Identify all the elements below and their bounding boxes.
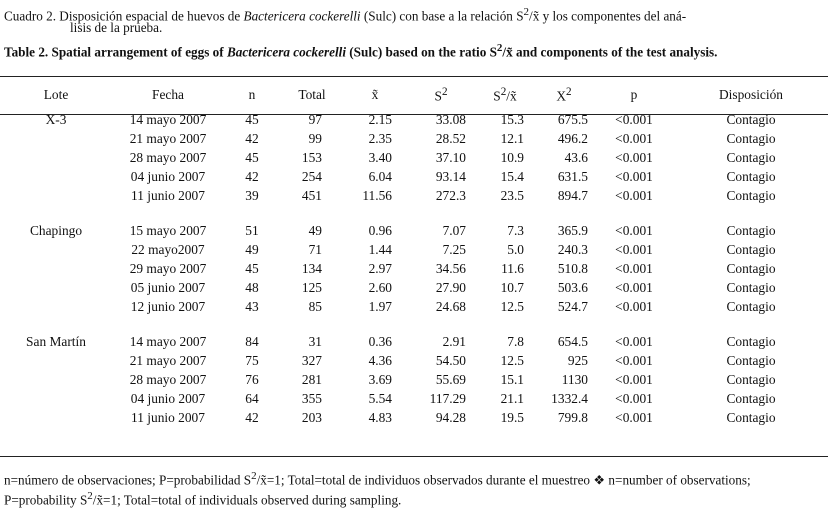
- table-cell: 45: [245, 112, 259, 127]
- table-cell: 2.35: [368, 131, 392, 146]
- table-cell: 14 mayo 2007: [129, 112, 207, 127]
- table-cell: 327: [301, 353, 322, 368]
- table-cell: 631.5: [557, 169, 588, 184]
- table-cell: <0.001: [615, 188, 653, 203]
- table-cell: 203: [301, 410, 322, 425]
- table-cell: <0.001: [615, 150, 653, 165]
- col-mean: x̃: [371, 87, 379, 102]
- table-cell: 12.5: [500, 353, 524, 368]
- table-cell: 240.3: [557, 242, 588, 257]
- table-cell: 28 mayo 2007: [129, 372, 207, 387]
- table-cell: 42: [245, 410, 259, 425]
- col-variance: $S^2$: [434, 85, 448, 104]
- table-cell: 11 junio 2007: [131, 410, 205, 425]
- table-cell: 49: [308, 223, 322, 238]
- table-cell: 21 mayo 2007: [129, 353, 207, 368]
- table-cell: 2.97: [368, 261, 392, 276]
- table-cell: 28 mayo 2007: [129, 150, 207, 165]
- table-row: [0, 278, 828, 297]
- footnote: n=número de observaciones; P=probabilidad $S^2/x̃=1$; Total=total de individuos observados durante el muestreo ❖ n=number of observations; P=probability $S^2/x̃=1$; Total=total of individuals observed during sampling.: [4, 470, 751, 508]
- table-bottom-rule: [0, 456, 828, 457]
- table-row: [0, 110, 828, 129]
- table-cell: Contagio: [726, 372, 776, 387]
- table-cell: 37.10: [435, 150, 466, 165]
- table-cell: 19.5: [500, 410, 524, 425]
- table-cell: 365.9: [557, 223, 588, 238]
- table-cell: 34.56: [435, 261, 466, 276]
- table-cell: 0.36: [368, 334, 392, 349]
- table-cell: 39: [245, 188, 259, 203]
- table-cell: <0.001: [615, 334, 653, 349]
- table-cell: Contagio: [726, 261, 776, 276]
- table-cell: 24.68: [435, 299, 466, 314]
- table-row: [0, 213, 828, 240]
- table-cell: Contagio: [726, 112, 776, 127]
- table-cell: Contagio: [726, 242, 776, 257]
- table-cell: <0.001: [615, 280, 653, 295]
- table-cell: 510.8: [557, 261, 588, 276]
- table-cell: 12.1: [500, 131, 524, 146]
- lote-cell: [0, 408, 112, 427]
- table-cell: 64: [245, 391, 259, 406]
- lote-cell: [0, 370, 112, 389]
- table-cell: 355: [301, 391, 322, 406]
- species-name: Bactericera cockerelli: [243, 8, 361, 24]
- table-cell: 125: [301, 280, 322, 295]
- table-row: [0, 148, 828, 167]
- lote-cell: [0, 389, 112, 408]
- table-row: [0, 167, 828, 186]
- table-cell: <0.001: [615, 391, 653, 406]
- table-cell: 21 mayo 2007: [129, 131, 207, 146]
- table-cell: <0.001: [615, 353, 653, 368]
- table-cell: 281: [301, 372, 322, 387]
- col-total: Total: [298, 87, 326, 102]
- caption-es-line2: lisis de la prueba.: [70, 20, 163, 35]
- table-cell: 48: [245, 280, 259, 295]
- table-cell: 7.07: [442, 223, 466, 238]
- table-cell: 10.7: [500, 280, 524, 295]
- lote-cell: [0, 278, 112, 297]
- table-body: [0, 110, 828, 427]
- table-cell: 51: [245, 223, 259, 238]
- lote-cell: X-3: [45, 112, 67, 127]
- table-cell: 4.83: [368, 410, 392, 425]
- header-row: [0, 80, 828, 110]
- table-cell: 1.97: [368, 299, 392, 314]
- table-cell: 15.4: [500, 169, 524, 184]
- table-cell: 42: [245, 169, 259, 184]
- table-cell: 43: [245, 299, 259, 314]
- table-cell: 05 junio 2007: [130, 280, 206, 295]
- table-cell: 45: [245, 150, 259, 165]
- table-cell: 15 mayo 2007: [129, 223, 207, 238]
- table-cell: Contagio: [726, 391, 776, 406]
- table-cell: <0.001: [615, 372, 653, 387]
- table-cell: 0.96: [368, 223, 392, 238]
- table-cell: 1.44: [368, 242, 392, 257]
- table-cell: Contagio: [726, 353, 776, 368]
- col-disposicion: Disposición: [719, 87, 783, 102]
- table-row: [0, 351, 828, 370]
- table-cell: 1130: [561, 372, 588, 387]
- table-cell: 45: [245, 261, 259, 276]
- table-cell: 93.14: [435, 169, 466, 184]
- table-cell: <0.001: [615, 242, 653, 257]
- table-cell: 76: [245, 372, 259, 387]
- lote-cell: [0, 259, 112, 278]
- lote-cell: [0, 129, 112, 148]
- table-cell: 3.40: [368, 150, 392, 165]
- col-n: n: [248, 87, 256, 102]
- table-row: [0, 129, 828, 148]
- table-cell: 6.04: [368, 169, 392, 184]
- table-cell: 11 junio 2007: [131, 188, 205, 203]
- table-cell: 21.1: [500, 391, 524, 406]
- table-cell: 153: [301, 150, 322, 165]
- table-cell: 23.5: [500, 188, 524, 203]
- lote-cell: [0, 240, 112, 259]
- table-cell: 22 mayo2007: [131, 242, 205, 257]
- caption-en: Table 2. Spatial arrangement of eggs of Bactericera cockerelli (Sulc) based on the ratio $S^2/x̃$ and components of the test analysis.: [4, 42, 718, 60]
- table-cell: 7.25: [442, 242, 466, 257]
- table-cell: 14 mayo 2007: [129, 334, 207, 349]
- table-cell: 29 mayo 2007: [129, 261, 207, 276]
- col-ratio: $S^2/x̃$: [493, 85, 517, 104]
- table-row: [0, 186, 828, 213]
- col-chi: $X^2$: [556, 85, 572, 104]
- table-cell: 85: [308, 299, 322, 314]
- table-cell: 94.28: [435, 410, 466, 425]
- table-cell: 15.1: [500, 372, 524, 387]
- table-row: [0, 297, 828, 324]
- table-cell: 524.7: [557, 299, 588, 314]
- table-row: [0, 240, 828, 259]
- table-cell: 75: [245, 353, 259, 368]
- table-cell: 04 junio 2007: [130, 169, 206, 184]
- table-cell: 925: [567, 353, 588, 368]
- table-cell: Contagio: [726, 299, 776, 314]
- species-name-en: Bactericera cockerelli: [226, 44, 346, 60]
- table-cell: 5.54: [368, 391, 392, 406]
- table-cell: Contagio: [726, 280, 776, 295]
- table-cell: 2.15: [368, 112, 392, 127]
- table-cell: 84: [245, 334, 259, 349]
- table-cell: Contagio: [726, 131, 776, 146]
- table-cell: 451: [301, 188, 322, 203]
- table-cell: Contagio: [726, 334, 776, 349]
- col-lote: Lote: [43, 87, 69, 102]
- caption-es: Cuadro 2. Disposición espacial de huevos de Bactericera cockerelli (Sulc) con base a la relación $S^2/x̃$ y los componentes del aná-: [4, 6, 687, 24]
- table-cell: 272.3: [435, 188, 466, 203]
- table-row: [0, 389, 828, 408]
- lote-cell: [0, 167, 112, 186]
- table-cell: 43.6: [564, 150, 588, 165]
- table-cell: 97: [308, 112, 322, 127]
- table-cell: <0.001: [615, 299, 653, 314]
- table-row: [0, 324, 828, 351]
- table-cell: 49: [245, 242, 259, 257]
- table-cell: 04 junio 2007: [130, 391, 206, 406]
- lote-cell: [0, 186, 112, 213]
- table-cell: 12 junio 2007: [130, 299, 206, 314]
- table-cell: 15.3: [500, 112, 524, 127]
- table-cell: 503.6: [557, 280, 588, 295]
- table-cell: 55.69: [435, 372, 466, 387]
- table-cell: 134: [301, 261, 322, 276]
- col-p: p: [630, 87, 638, 102]
- table-cell: 33.08: [435, 112, 466, 127]
- table-row: [0, 408, 828, 427]
- table-cell: <0.001: [615, 410, 653, 425]
- table-cell: 5.0: [507, 242, 524, 257]
- table-cell: Contagio: [726, 410, 776, 425]
- table-cell: <0.001: [615, 131, 653, 146]
- table-cell: Contagio: [726, 223, 776, 238]
- table-top-rule: [0, 76, 828, 77]
- table-cell: 7.3: [507, 223, 524, 238]
- table-cell: 12.5: [500, 299, 524, 314]
- col-fecha: Fecha: [152, 87, 184, 102]
- table-cell: 27.90: [435, 280, 466, 295]
- data-table: [0, 80, 828, 427]
- table-row: [0, 259, 828, 278]
- table-cell: 11.6: [501, 261, 524, 276]
- table-cell: 1332.4: [551, 391, 588, 406]
- table-cell: 799.8: [557, 410, 588, 425]
- table-cell: 31: [308, 334, 322, 349]
- table-cell: 10.9: [500, 150, 524, 165]
- table-cell: 2.91: [442, 334, 466, 349]
- table-cell: <0.001: [615, 112, 653, 127]
- lote-cell: [0, 148, 112, 167]
- table-cell: <0.001: [615, 169, 653, 184]
- table-cell: 654.5: [557, 334, 588, 349]
- table-cell: 496.2: [557, 131, 588, 146]
- table-cell: 28.52: [435, 131, 466, 146]
- table-row: [0, 370, 828, 389]
- table-cell: 3.69: [368, 372, 392, 387]
- table-cell: 7.8: [507, 334, 524, 349]
- table-cell: 117.29: [429, 391, 466, 406]
- table-cell: <0.001: [615, 261, 653, 276]
- table-cell: Contagio: [726, 169, 776, 184]
- lote-cell: San Martín: [26, 334, 86, 349]
- table-cell: 11.56: [362, 188, 392, 203]
- lote-cell: [0, 297, 112, 324]
- table-cell: Contagio: [726, 188, 776, 203]
- table-cell: Contagio: [726, 150, 776, 165]
- table-cell: 42: [245, 131, 259, 146]
- table-cell: <0.001: [615, 223, 653, 238]
- table-cell: 99: [308, 131, 322, 146]
- lote-cell: Chapingo: [29, 223, 83, 238]
- table-cell: 254: [301, 169, 322, 184]
- table-cell: 675.5: [557, 112, 588, 127]
- table-cell: 71: [308, 242, 322, 257]
- table-cell: 2.60: [368, 280, 392, 295]
- lote-cell: [0, 351, 112, 370]
- table-cell: 4.36: [368, 353, 392, 368]
- table-cell: 894.7: [557, 188, 588, 203]
- table-cell: 54.50: [435, 353, 466, 368]
